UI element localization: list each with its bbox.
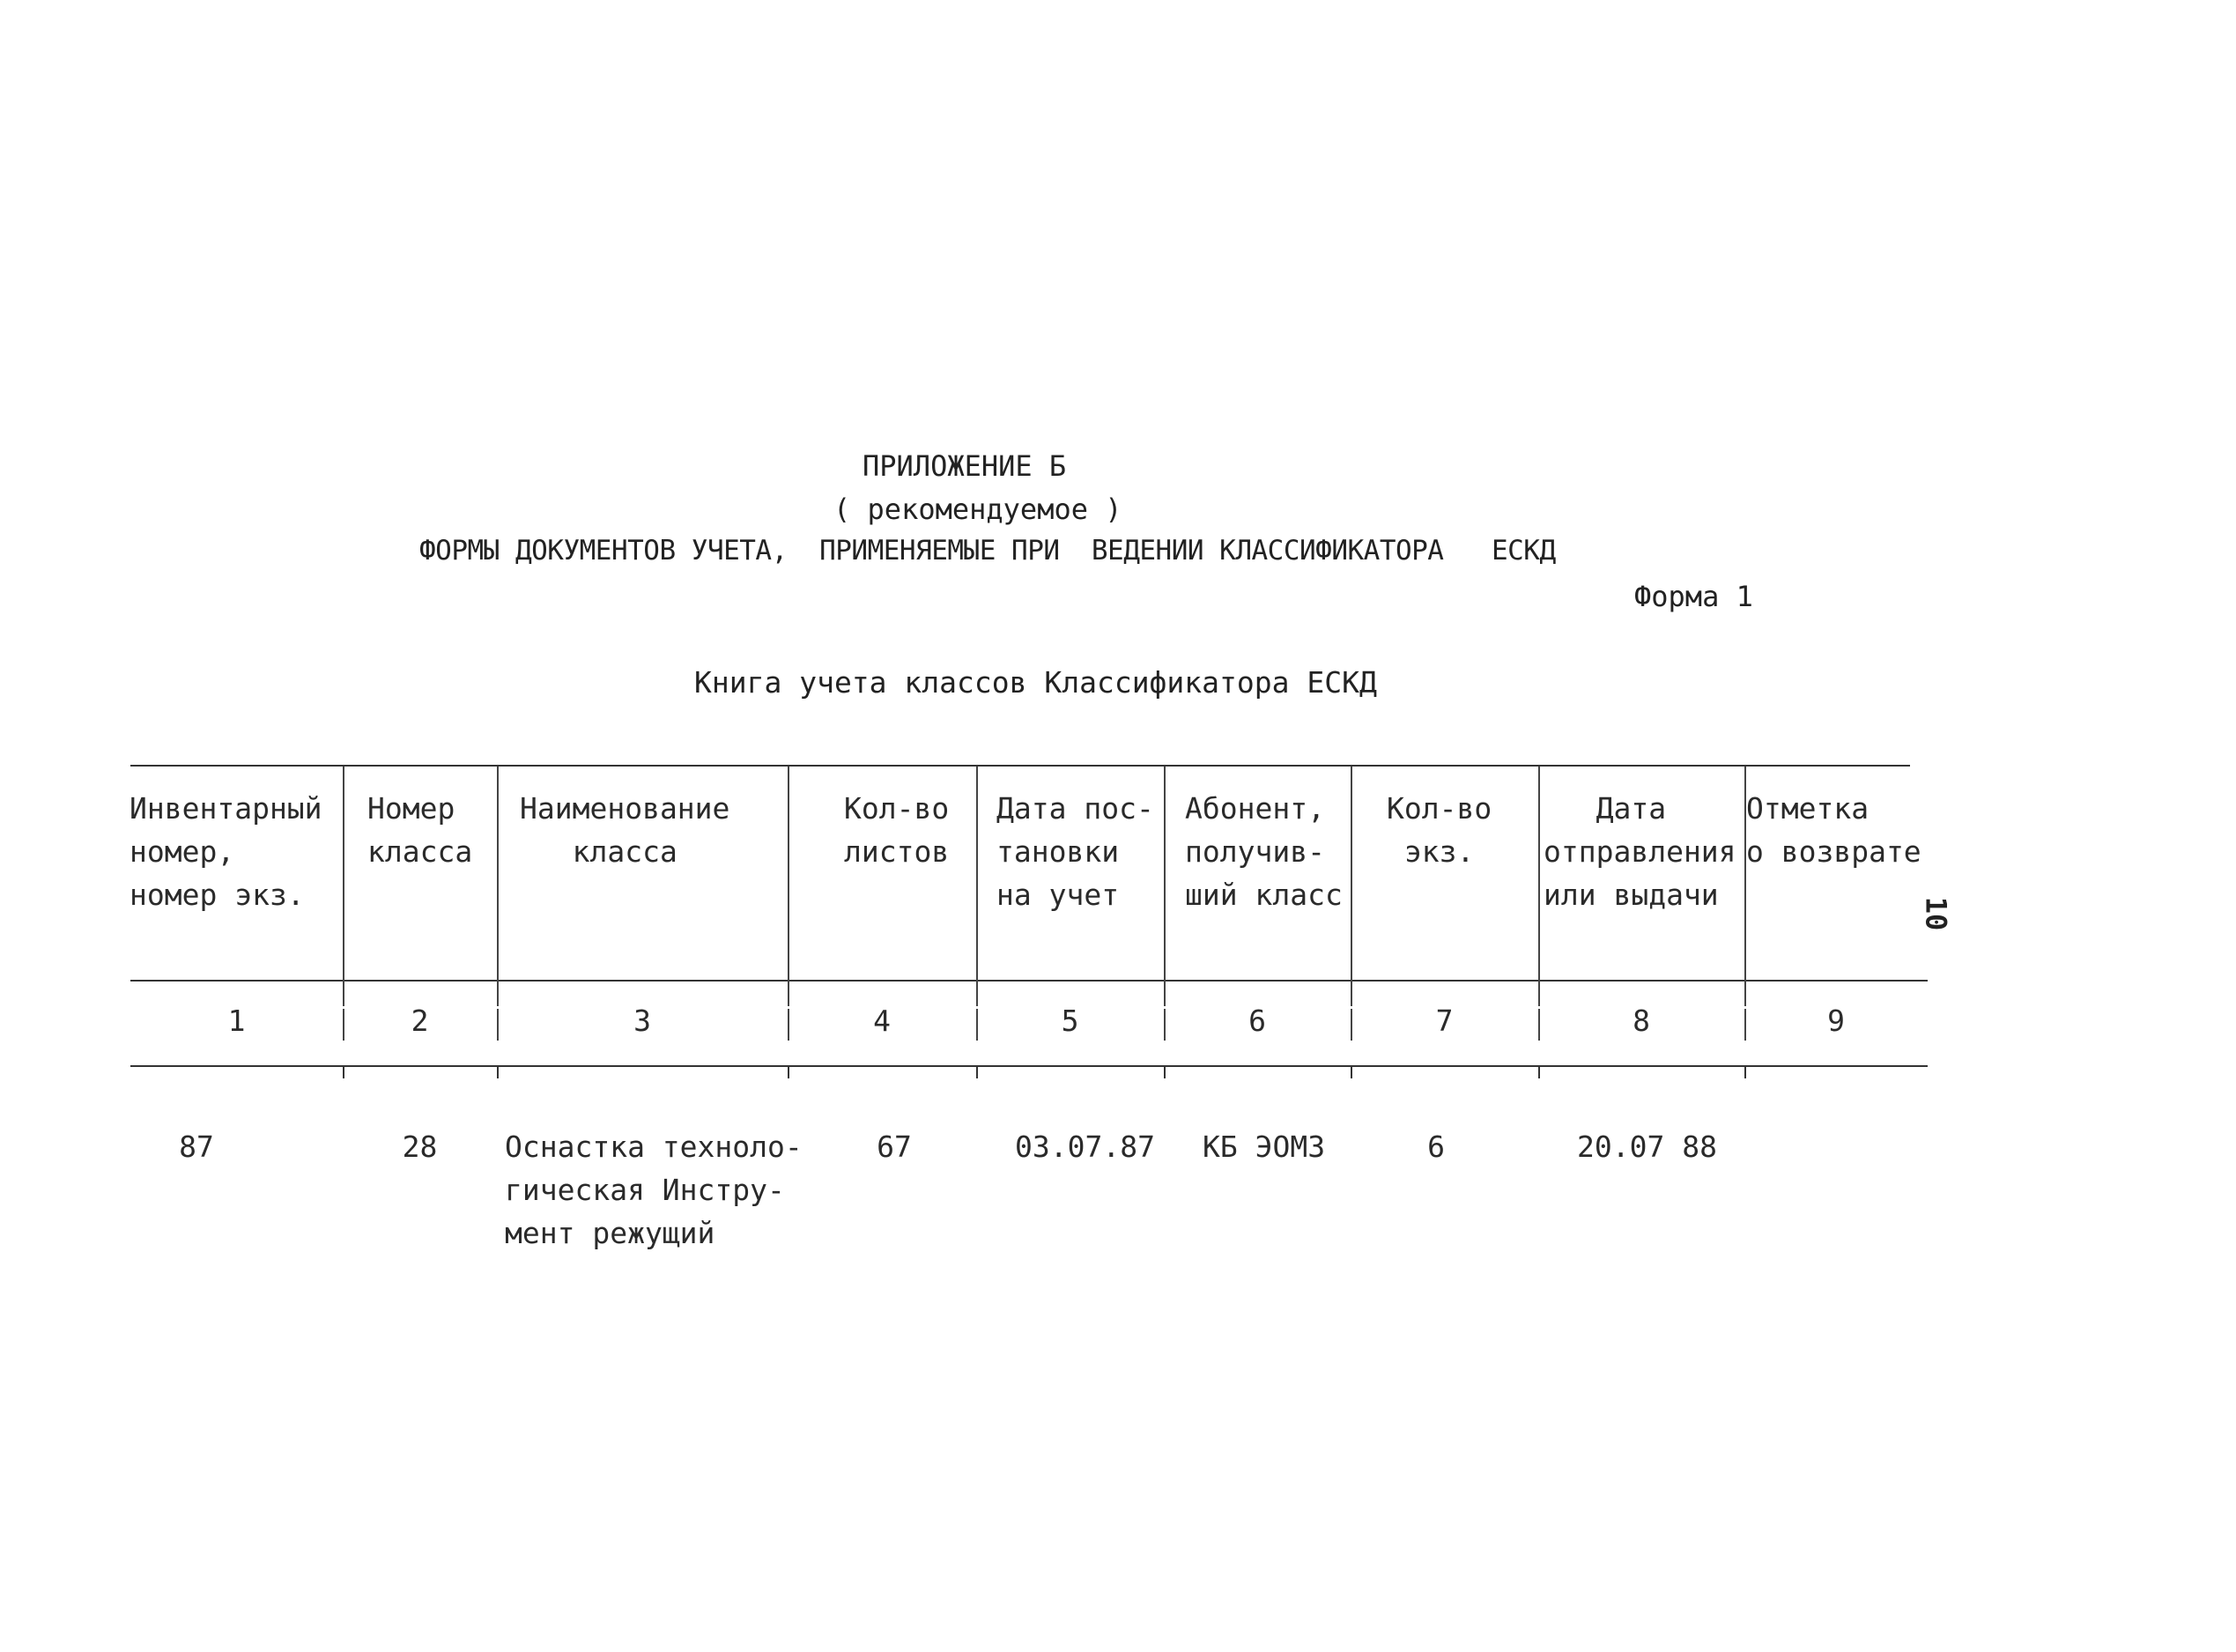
cell-registration-date: 03.07.87	[1015, 1130, 1155, 1164]
document-title: ФОРМЫ ДОКУМЕНТОВ УЧЕТА, ПРИМЕНЯЕМЫЕ ПРИ ВЕДЕНИИ КЛАССИФИКАТОРА ЕСКД	[419, 535, 1556, 567]
column-number: 2	[411, 1004, 429, 1038]
column-separator	[1538, 767, 1540, 1006]
table-caption: Книга учета классов Классификатора ЕСКД	[694, 665, 1377, 700]
column-number: 8	[1633, 1004, 1650, 1038]
column-number: 9	[1827, 1004, 1845, 1038]
column-tick	[1351, 1066, 1352, 1078]
column-number: 5	[1061, 1004, 1079, 1038]
column-header-return-mark: Отметка о возврате	[1746, 791, 1921, 869]
column-header-registration-date: Дата пос- тановки на учет	[996, 791, 1154, 912]
column-tick	[1538, 1066, 1540, 1078]
column-header-issue-date: Дата отправления или выдачи	[1544, 791, 1736, 912]
column-header-class-number: Номер класса	[367, 791, 473, 869]
column-separator	[343, 767, 344, 1006]
column-tick	[788, 1066, 789, 1078]
page-number: 10	[1919, 896, 1953, 931]
cell-issue-date: 20.07 88	[1577, 1130, 1717, 1164]
column-number: 4	[873, 1004, 891, 1038]
column-tick	[497, 1066, 499, 1078]
column-number: 3	[633, 1004, 651, 1038]
cell-class-name: Оснастка техноло- гическая Инстру- мент режущий	[505, 1130, 803, 1250]
column-tick	[976, 1066, 978, 1078]
form-label: Форма 1	[1634, 580, 1753, 613]
column-number: 6	[1248, 1004, 1266, 1038]
column-header-class-name: Наименование класса	[520, 791, 730, 869]
cell-sheets: 67	[877, 1130, 912, 1164]
column-header-subscriber: Абонент, получив- ший класс	[1185, 791, 1343, 912]
numbers-bottom-rule	[130, 1065, 1928, 1067]
cell-subscriber: КБ ЭОМЗ	[1203, 1130, 1326, 1164]
column-number: 1	[227, 1004, 246, 1038]
header-bottom-rule	[130, 980, 1928, 982]
column-number: 7	[1435, 1004, 1454, 1038]
column-tick	[1164, 1066, 1166, 1078]
column-header-copies: Кол-во экз.	[1387, 791, 1492, 869]
table-top-rule	[130, 765, 1910, 767]
column-separator	[1164, 767, 1166, 1006]
column-separator	[497, 767, 499, 1006]
column-tick	[343, 1066, 344, 1078]
appendix-label: ПРИЛОЖЕНИЕ Б	[863, 449, 1067, 483]
column-header-sheets: Кол-во листов	[844, 791, 950, 869]
cell-class-number: 28	[402, 1130, 438, 1164]
cell-inventory-number: 87	[179, 1130, 214, 1164]
column-separator	[1351, 767, 1352, 1006]
column-tick	[1744, 1066, 1746, 1078]
column-header-inventory-number: Инвентарный номер, номер экз.	[130, 791, 322, 912]
cell-copies: 6	[1427, 1130, 1445, 1164]
column-separator	[788, 767, 789, 1006]
appendix-status: ( рекомендуемое )	[833, 493, 1122, 526]
column-separator	[976, 767, 978, 1006]
